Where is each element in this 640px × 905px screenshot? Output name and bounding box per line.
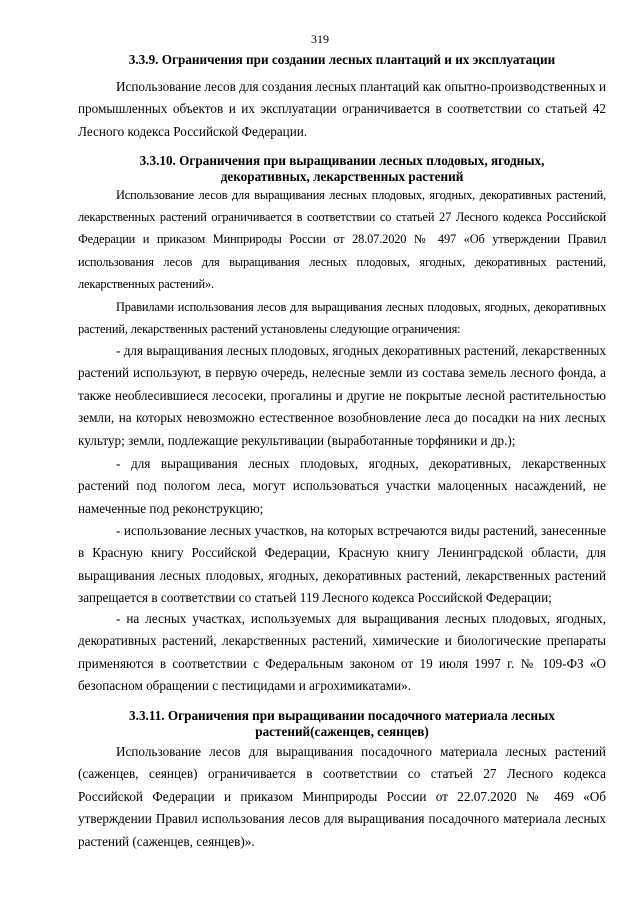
page-number: 319 [311, 32, 329, 46]
section-3-3-10-paragraph-1: Использование лесов для выращивания лесных плодовых, ягодных, декоративных растений, лекарственных растений ограничивается в соответствии со статьей 27 Лесного кодекса Российской Федерации и приказом Минприроды России от 28.07.2020 № 497 «Об утверждении Правил использования лесов для выращивания лесных плодовых, ягодных, декоративных растений, лекарственных растений». [78, 188, 606, 291]
section-3-3-10-bullet-4: - на лесных участках, используемых для выращивания лесных плодовых, ягодных, декоративных растений, лекарственных растений, химические и биологические препараты применяются в соответствии с Федеральным законом от 19 июля 1997 г. № 109-ФЗ «О безопасном обращении с пестицидами и агрохимикатами». [78, 611, 606, 694]
section-3-3-11-paragraph-1: Использование лесов для выращивания посадочного материала лесных растений (саженцев, сеянцев) ограничивается в соответствии со статьей 27 Лесного кодекса Российской Федерации и приказом Минприроды России от 22.07.2020 № 469 «Об утверждении Правил использования лесов для выращивания посадочного материала лесных растений (саженцев, сеянцев)». [78, 744, 606, 849]
section-heading-3-3-9: 3.3.9. Ограничения при создании лесных плантаций и их эксплуатации [128, 52, 556, 67]
section-heading-3-3-10: 3.3.10. Ограничения при выращивании лесных плодовых, ягодных, декоративных, лекарственных растений [139, 153, 545, 184]
section-3-3-10-bullet-3: - использование лесных участков, на которых встречаются виды растений, занесенные в Красную книгу Российской Федерации, Красную книгу Ленинградской области, для выращивания лесных плодовых, ягодных, декоративных растений, лекарственных растений запрещается в соответствии со статьей 119 Лесного кодекса Российской Федерации; [78, 523, 606, 606]
section-3-3-9-paragraph-1: Использование лесов для создания лесных плантаций как опытно-производственных и промышленных объектов и их эксплуатации ограничивается в соответствии со статьей 42 Лесного кодекса Российской Федерации. [78, 79, 606, 139]
section-3-3-10-bullet-2: - для выращивания лесных плодовых, ягодных, декоративных, лекарственных растений под пологом леса, могут использоваться участки малоценных насаждений, не намеченные под реконструкцию; [78, 456, 606, 516]
section-3-3-10-paragraph-2: Правилами использования лесов для выращивания лесных плодовых, ягодных, декоративных растений, лекарственных растений установлены следующие ограничения: [78, 300, 606, 337]
section-3-3-10-bullet-1: - для выращивания лесных плодовых, ягодных декоративных растений, лекарственных растений используют, в первую очередь, нелесные земли из состава земель лесного фонда, а также необлесившиеся лесосеки, прогалины и другие не покрытые лесной растительностью земли, на которых невозможно естественное возобновление леса до посадки на них лесных культур; земли, подлежащие рекультивации (выработанные торфяники и др.); [78, 343, 607, 448]
section-heading-3-3-11: 3.3.11. Ограничения при выращивании посадочного материала лесных растений(саженцев, сеянцев) [129, 708, 555, 739]
